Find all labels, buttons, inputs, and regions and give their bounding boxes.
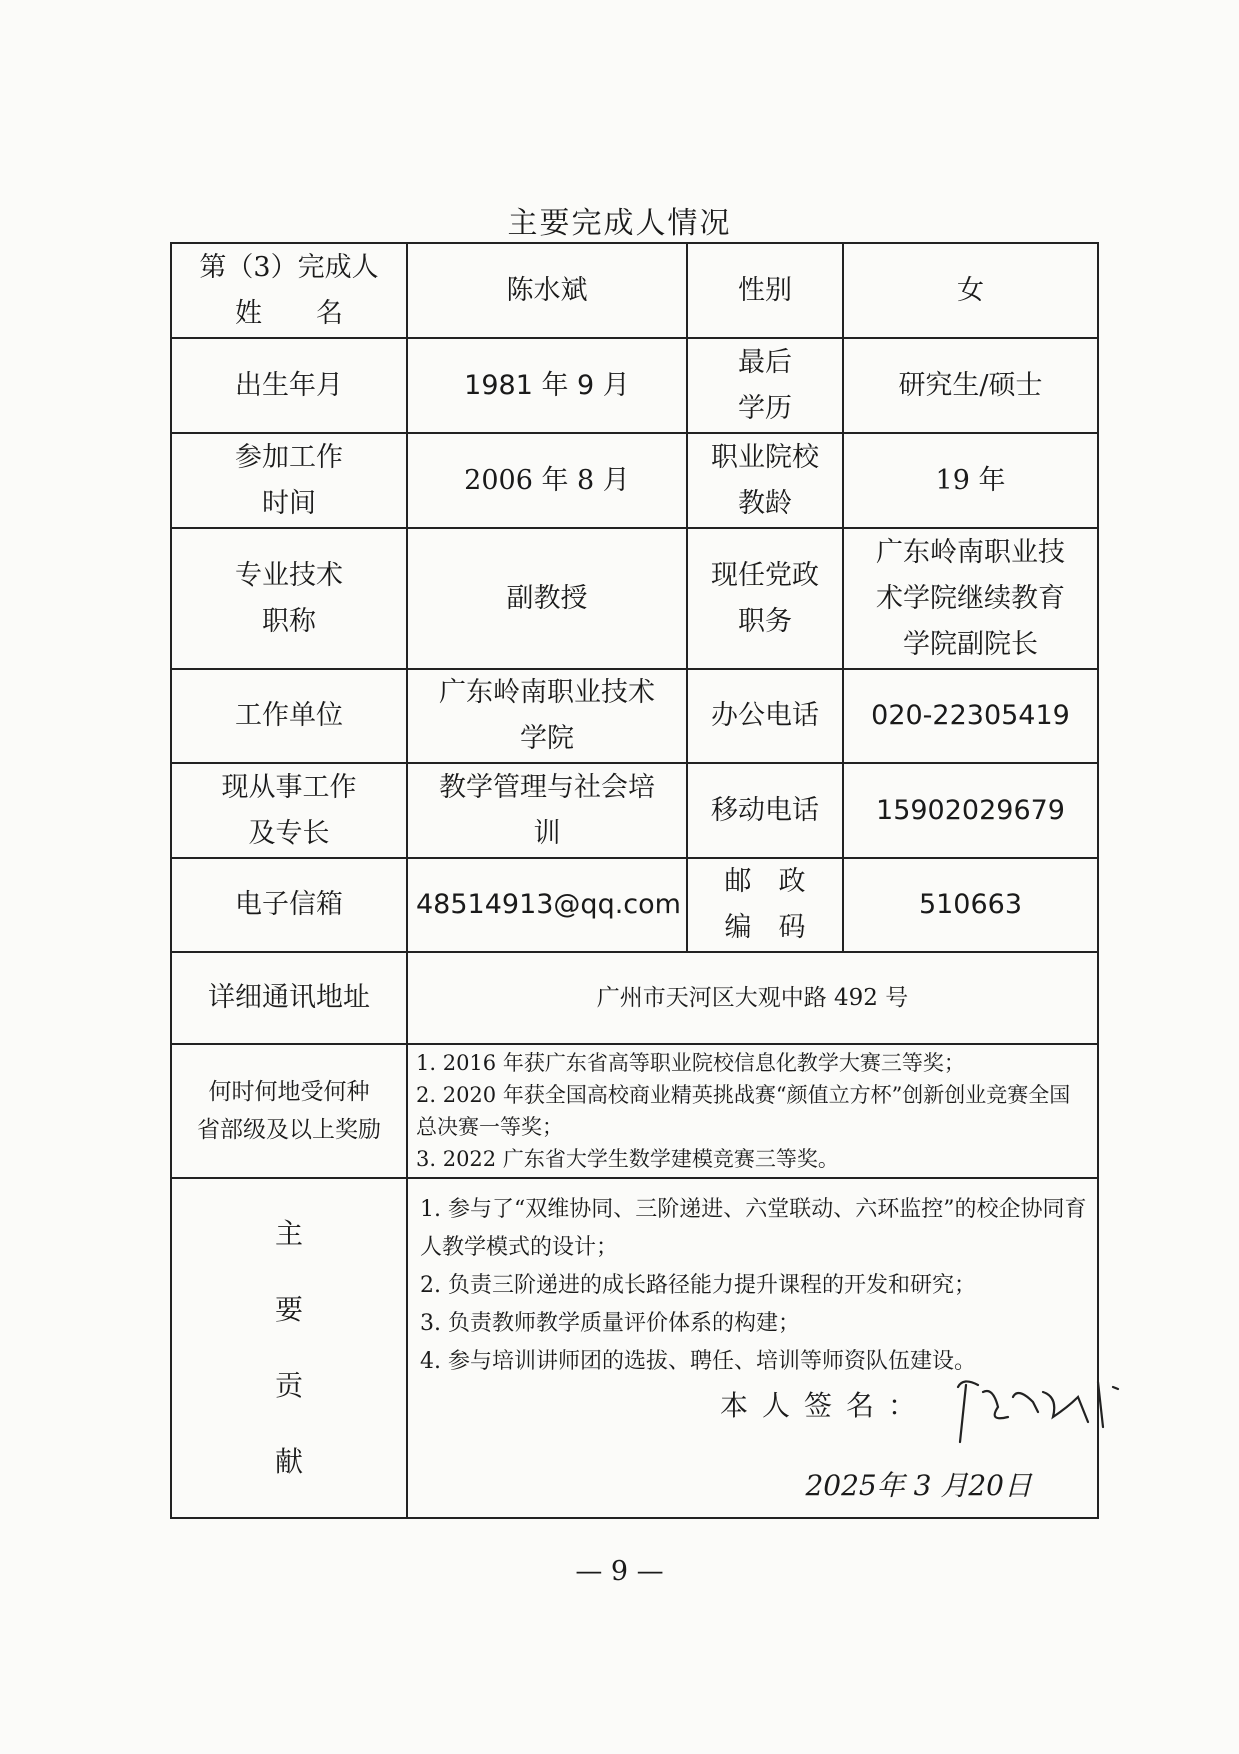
table-row <box>171 433 1098 528</box>
value-contributions <box>407 1178 1098 1518</box>
list-item: 2. 负责三阶递进的成长路径能力提升课程的开发和研究； <box>420 1273 976 1298</box>
list-item: 2. 2020 年获全国高校商业精英挑战赛“颜值立方杯”创新创业竞赛全国总决赛一等奖； <box>416 1083 1071 1139</box>
page-number: — 9 — <box>575 1556 664 1587</box>
value-postcode: 510663 <box>843 858 1098 952</box>
value-office-phone: 020-22305419 <box>843 669 1098 763</box>
value-position: 广东岭南职业技 术学院继续教育 学院副院长 <box>843 528 1098 669</box>
table-row <box>171 1044 1098 1178</box>
label-gender: 性别 <box>687 243 843 338</box>
table-row <box>171 528 1098 669</box>
person-info-table <box>170 242 1099 1519</box>
value-email: 48514913@qq.com <box>407 858 687 952</box>
label-birth: 出生年月 <box>171 338 407 433</box>
list-item: 3. 负责教师教学质量评价体系的构建； <box>420 1311 800 1336</box>
table-row <box>171 763 1098 858</box>
label-teaching-years: 职业院校 教龄 <box>687 433 843 528</box>
table-row <box>171 243 1098 338</box>
signature-label: 本人签名： <box>720 1389 931 1422</box>
label-completer: 第（3）完成人 <box>199 251 379 283</box>
label-mobile: 移动电话 <box>687 763 843 858</box>
table-row <box>171 1178 1098 1518</box>
table-row <box>171 858 1098 952</box>
list-item: 4. 参与培训讲师团的选拔、聘任、培训等师资队伍建设。 <box>420 1349 976 1374</box>
table-row <box>171 338 1098 433</box>
value-awards <box>407 1044 1098 1178</box>
value-birth: 1981 年 9 月 <box>407 338 687 433</box>
value-employer: 广东岭南职业技术 学院 <box>407 669 687 763</box>
label-employer: 工作单位 <box>171 669 407 763</box>
label-awards: 何时何地受何种 省部级及以上奖励 <box>171 1044 407 1178</box>
signature-date: 2025年 3 月20日 <box>805 1469 1032 1502</box>
value-gender: 女 <box>843 243 1098 338</box>
label-name: 姓 名 <box>235 297 343 329</box>
label-address: 详细通讯地址 <box>171 952 407 1044</box>
list-item: 1. 参与了“双维协同、三阶递进、六堂联动、六环监控”的校企协同育人教学模式的设计； <box>420 1197 1087 1260</box>
table-row <box>171 952 1098 1044</box>
value-work-start: 2006 年 8 月 <box>407 433 687 528</box>
label-title: 专业技术 职称 <box>171 528 407 669</box>
list-item: 1. 2016 年获广东省高等职业院校信息化教学大赛三等奖； <box>416 1051 965 1075</box>
value-title: 副教授 <box>407 528 687 669</box>
value-education: 研究生/硕士 <box>843 338 1098 433</box>
label-position: 现任党政 职务 <box>687 528 843 669</box>
table-row <box>171 669 1098 763</box>
label-postcode: 邮 政 编 码 <box>687 858 843 952</box>
page-title: 主要完成人情况 <box>507 206 732 241</box>
label-office-phone: 办公电话 <box>687 669 843 763</box>
label-work-start: 参加工作 时间 <box>171 433 407 528</box>
value-teaching-years: 19 年 <box>843 433 1098 528</box>
label-current-work: 现从事工作 及专长 <box>171 763 407 858</box>
label-education: 最后 学历 <box>687 338 843 433</box>
value-current-work: 教学管理与社会培 训 <box>407 763 687 858</box>
label-contributions: 主 要 贡 献 <box>171 1178 407 1518</box>
label-cell <box>171 243 407 338</box>
value-mobile: 15902029679 <box>843 763 1098 858</box>
list-item: 3. 2022 广东省大学生数学建模竞赛三等奖。 <box>416 1147 839 1171</box>
value-address: 广州市天河区大观中路 492 号 <box>407 952 1098 1044</box>
value-name: 陈水斌 <box>407 243 687 338</box>
handwritten-signature <box>948 1367 1178 1467</box>
label-email: 电子信箱 <box>171 858 407 952</box>
